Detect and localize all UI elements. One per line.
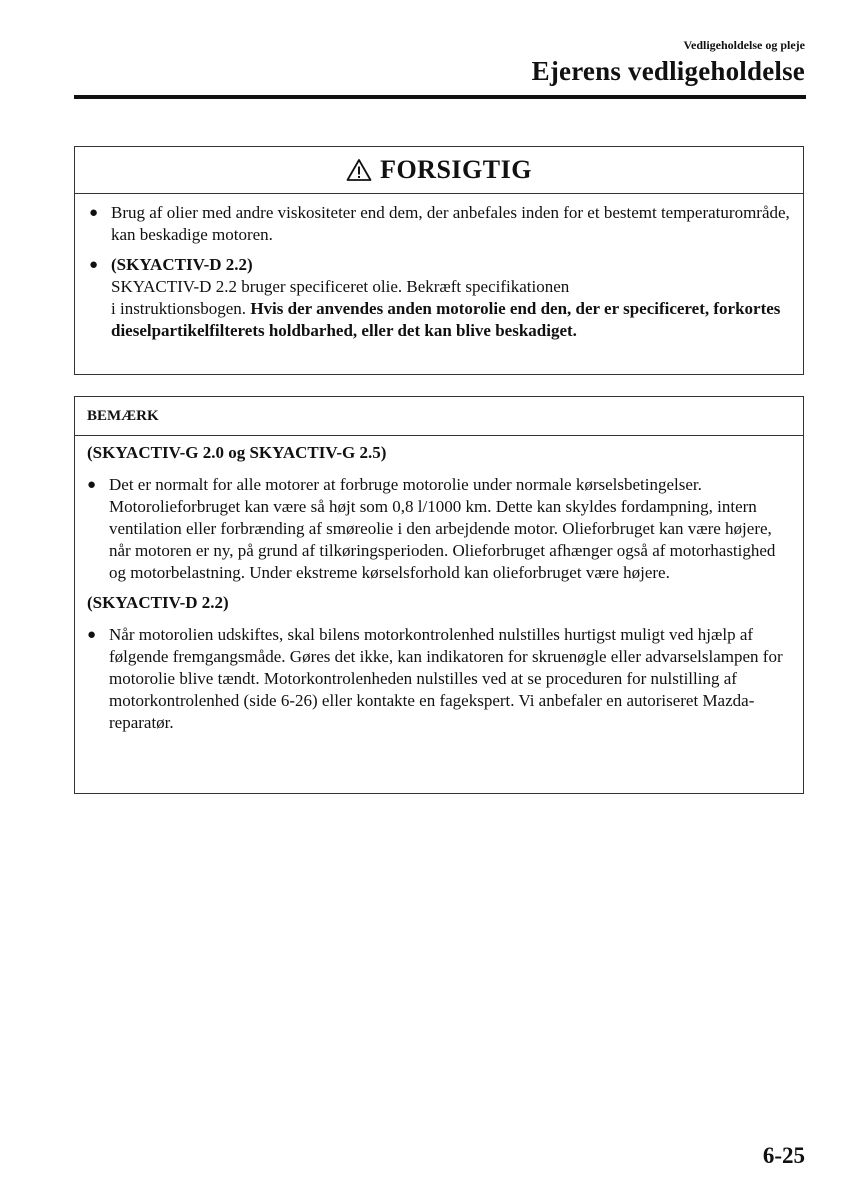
caution-title: FORSIGTIG [380,155,532,184]
page-number: 6-25 [762,1143,805,1168]
caution-item-bold-text: Hvis der anvendes anden motorolie end den, der er specificeret, forkortes dieselpartikelfilterets holdbarhed, eller det kan blive beskadiget. [111,299,781,340]
bullet-icon: ● [87,627,97,643]
note-item-line: Motorolieforbruget kan være så højt som 0,8 l/1000 km. Dette kan skyldes fordampning, intern ventilation eller forbrænding af smøreolie i den arbejdende motor. Olieforbruget kan være højere, når motoren er ny, på grund af tilkøringsperioden. Olieforbruget afhænger også af motorhastighed og motorbelastning. Under ekstreme kørselsforhold kan olieforbruget være højere. [109,497,776,582]
note-item-line: Det er normalt for alle motorer at forbruge motorolie under normale kørselsbetingelser. [109,475,702,494]
warning-triangle-icon [346,158,372,182]
caution-body [75,194,803,342]
caution-item [89,202,791,246]
note-box [74,396,804,794]
note-subheading: (SKYACTIV-D 2.2) [87,593,229,612]
caution-item-content [111,254,791,342]
caution-item [89,254,791,342]
note-subheading: (SKYACTIV-G 2.0 og SKYACTIV-G 2.5) [87,443,387,462]
caution-header [75,147,803,194]
note-item-text: Når motorolien udskiftes, skal bilens motorkontrolenhed nulstilles hurtigst muligt ved hjælp af følgende fremgangsmåde. Gøres det ikke, kan indikatoren for skruenøgle eller advarselslampen for motorolie blive tændt. Motorkontrolenheden nulstilles ved at se proceduren for nulstilling af motorkontrolenhed (side 6-26) eller kontakte en fagekspert. Vi anbefaler en autoriseret Mazda-reparatør. [109,625,783,732]
note-item-content [109,474,791,584]
caution-item-line: SKYACTIV-D 2.2 bruger specificeret olie. Bekræft specifikationen [111,277,570,296]
note-item [87,474,791,584]
note-item [87,624,791,734]
caution-item-heading: (SKYACTIV-D 2.2) [111,255,253,274]
note-title: BEMÆRK [75,397,803,436]
caution-item-line: i instruktionsbogen. [111,299,247,318]
page-title: Ejerens vedligeholdelse [531,56,805,86]
bullet-icon: ● [89,257,99,273]
bullet-icon: ● [89,205,99,221]
caution-item-text: Brug af olier med andre viskositeter end dem, der anbefales inden for et bestemt temperaturområde, kan beskadige motoren. [111,203,790,244]
note-body [75,436,803,734]
caution-box [74,146,804,375]
bullet-icon: ● [87,477,97,493]
header-divider [74,95,806,99]
running-header-section: Vedligeholdelse og pleje [683,38,805,52]
